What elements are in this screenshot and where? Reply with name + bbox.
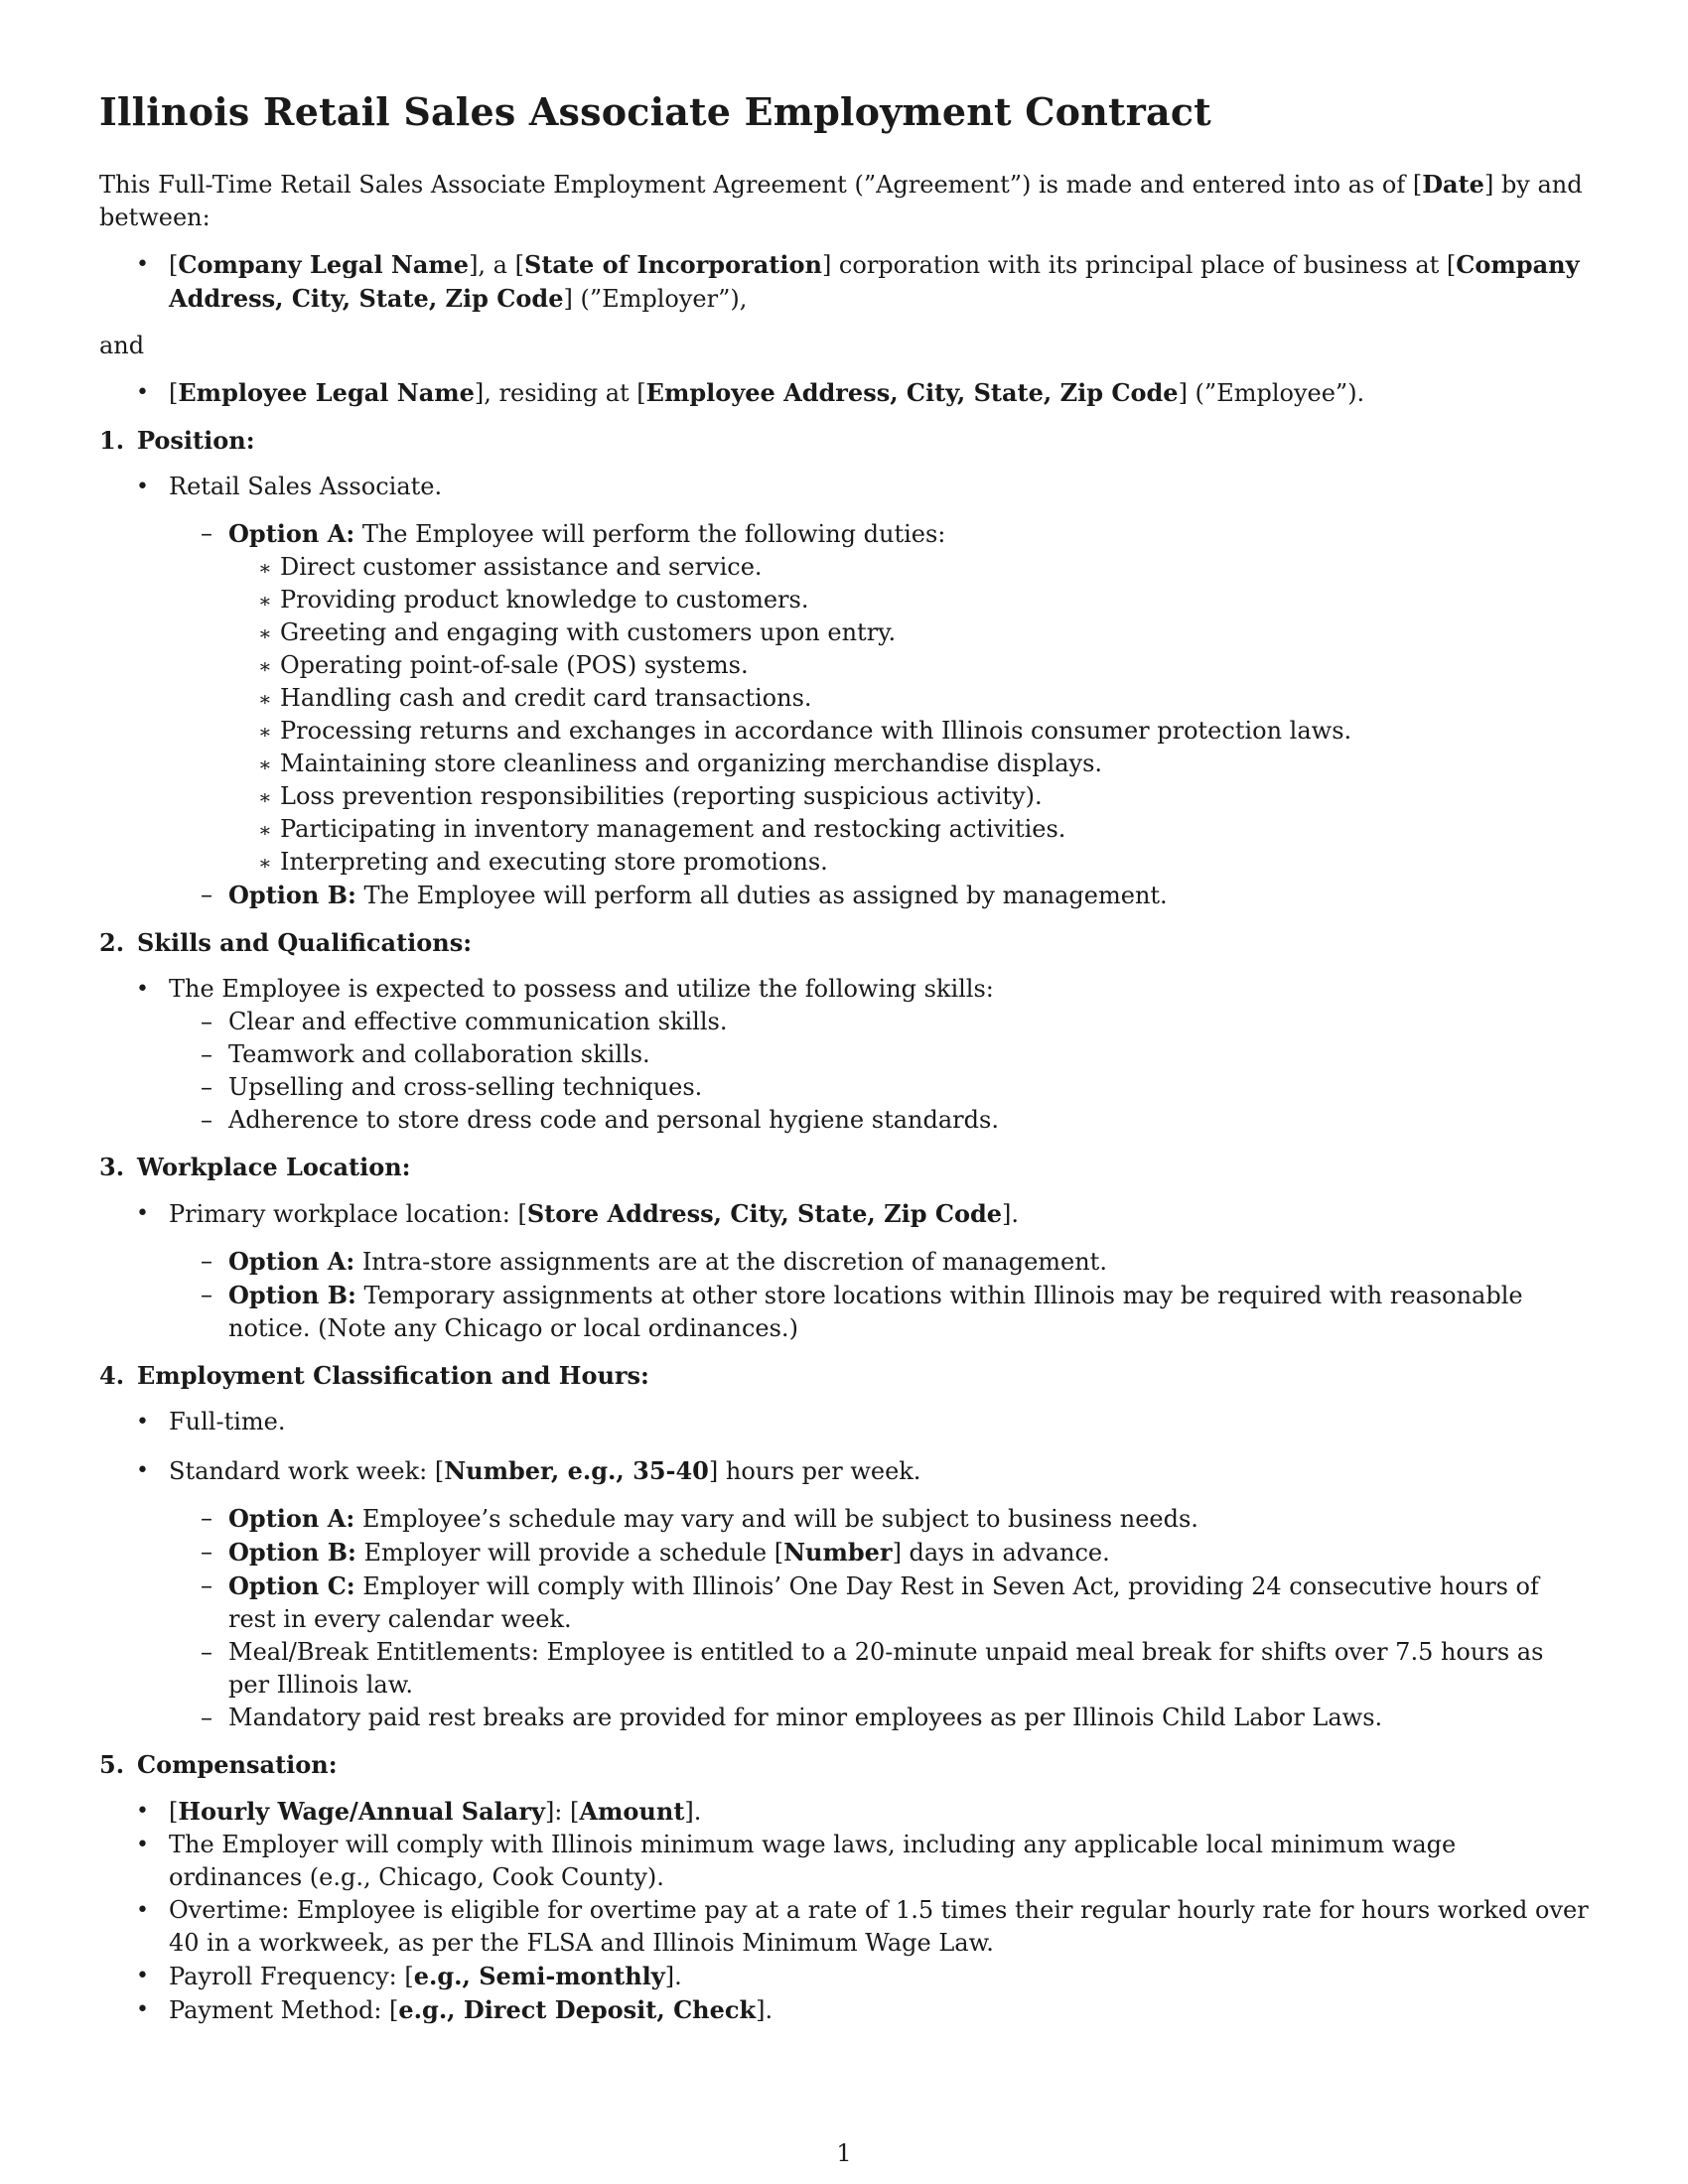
intro-paragraph: This Full-Time Retail Sales Associate Employment Agreement (”Agreement”) is made and entered into as of [Date] by and between:: [99, 170, 1583, 231]
section-heading-compensation: 5. Compensation:: [99, 1750, 338, 1779]
list-item: • Overtime: Employee is eligible for overtime pay at a rate of 1.5 times their regular hourly rate for hours worked over 40 in a workweek, as per the FLSA and Illinois Minimum Wage Law.: [99, 1894, 1589, 1960]
compensation-list: [99, 1795, 1589, 2027]
list-item: • Retail Sales Associate. – Option A: The Employee will perform the following duties: ∗ Direct customer assistance and service. ∗ Providing product knowledge to customers. ∗ Greeting and engaging with customers upon entry. ∗ Operating point-of-sale (POS) systems. ∗ Handling cash and credit card transactions. ∗ Processing returns and exchanges in accordance with Illinois consumer protection laws. ∗ Maintaining store cleanliness and organizing merchandise displays. ∗ Loss prevention responsibilities (reporting suspicious activity). ∗ Participating in inventory management and restocking activities. ∗ Interpreting and executing store promotions. – Option B: The Employee will perform all duties as assigned by management.: [99, 471, 1589, 912]
section-heading-workplace: 3. Workplace Location:: [99, 1153, 411, 1181]
option-c: – Option C: Employer will comply with Illinois’ One Day Rest in Seven Act, providing 24 consecutive hours of rest in every calendar week.: [169, 1570, 1589, 1636]
list-item: – Mandatory paid rest breaks are provided for minor employees as per Illinois Child Labor Laws.: [169, 1702, 1589, 1734]
list-item: • Payroll Frequency: [e.g., Semi-monthly].: [99, 1960, 1589, 1993]
option-b: – Option B: The Employee will perform all duties as assigned by management.: [169, 879, 1589, 912]
list-item: – Teamwork and collaboration skills.: [169, 1038, 1589, 1071]
list-item: ∗ Loss prevention responsibilities (reporting suspicious activity).: [228, 780, 1589, 813]
list-item: – Meal/Break Entitlements: Employee is entitled to a 20-minute unpaid meal break for shifts over 7.5 hours as per Illinois law.: [169, 1636, 1589, 1702]
list-item: • Full-time.: [99, 1406, 1589, 1438]
list-item: – Adherence to store dress code and personal hygiene standards.: [169, 1104, 1589, 1137]
position-list: [99, 471, 1589, 912]
list-item: ∗ Maintaining store cleanliness and organizing merchandise displays.: [228, 748, 1589, 780]
option-b: – Option B: Employer will provide a schedule [Number] days in advance.: [169, 1536, 1589, 1570]
list-item: • The Employer will comply with Illinois minimum wage laws, including any applicable local minimum wage ordinances (e.g., Chicago, Cook County).: [99, 1829, 1589, 1894]
list-item: • Primary workplace location: [Store Address, City, State, Zip Code]. – Option A: Intra-store assignments are at the discretion of management. – Option B: Temporary assignments at other store locations within Illinois may be required with reasonable notice. (Note any Chicago or local ordinances.): [99, 1197, 1589, 1345]
workplace-list: [99, 1197, 1589, 1345]
list-item: ∗ Direct customer assistance and service.: [228, 551, 1589, 584]
list-item: – Upselling and cross-selling techniques.: [169, 1071, 1589, 1104]
page-number: 1: [836, 2139, 852, 2167]
duties-list: [228, 551, 1589, 879]
list-item: ∗ Operating point-of-sale (POS) systems.: [228, 649, 1589, 682]
list-item: ∗ Interpreting and executing store promotions.: [228, 846, 1589, 879]
section-heading-classification: 4. Employment Classification and Hours:: [99, 1361, 649, 1390]
list-item: ∗ Handling cash and credit card transactions.: [228, 682, 1589, 715]
list-item: ∗ Providing product knowledge to customers.: [228, 584, 1589, 616]
skills-list: [99, 973, 1589, 1137]
section-heading-position: 1. Position:: [99, 426, 255, 455]
list-item: ∗ Greeting and engaging with customers upon entry.: [228, 616, 1589, 649]
option-a: – Option A: Intra-store assignments are at the discretion of management.: [169, 1245, 1589, 1279]
list-item: • Standard work week: [Number, e.g., 35-40] hours per week. – Option A: Employee’s schedule may vary and will be subject to business needs. – Option B: Employer will provide a schedule [Number] days in advance. – Option C: Employer will comply with Illinois’ One Day Rest in Seven Act, providing 24 consecutive hours of rest in every calendar week. – Meal/Break Entitlements: Employee is entitled to a 20-minute unpaid meal break for shifts over 7.5 hours as per Illinois law. – Mandatory paid rest breaks are provided for minor employees as per Illinois Child Labor Laws.: [99, 1454, 1589, 1734]
party-list-employee: [99, 376, 1589, 410]
option-a: – Option A: Employee’s schedule may vary and will be subject to business needs.: [169, 1502, 1589, 1536]
document-title: Illinois Retail Sales Associate Employment Contract: [99, 89, 1211, 134]
party-list-employer: [99, 248, 1589, 316]
list-item: ∗ Processing returns and exchanges in accordance with Illinois consumer protection laws.: [228, 715, 1589, 748]
date-placeholder: Date: [1422, 170, 1484, 199]
list-item: – Clear and effective communication skills.: [169, 1006, 1589, 1038]
and-text: and: [99, 332, 145, 359]
option-a: – Option A: The Employee will perform the following duties: ∗ Direct customer assistance and service. ∗ Providing product knowledge to customers. ∗ Greeting and engaging with customers upon entry. ∗ Operating point-of-sale (POS) systems. ∗ Handling cash and credit card transactions. ∗ Processing returns and exchanges in accordance with Illinois consumer protection laws. ∗ Maintaining store cleanliness and organizing merchandise displays. ∗ Loss prevention responsibilities (reporting suspicious activity). ∗ Participating in inventory management and restocking activities. ∗ Interpreting and executing store promotions.: [169, 517, 1589, 879]
list-item: • Payment Method: [e.g., Direct Deposit, Check].: [99, 1993, 1589, 2027]
document-page: [99, 89, 1589, 2027]
list-item: • [Company Legal Name], a [State of Incorporation] corporation with its principal place of business at [Company Address, City, State, Zip Code] (”Employer”),: [99, 248, 1589, 316]
list-item: • [Employee Legal Name], residing at [Employee Address, City, State, Zip Code] (”Employee”).: [99, 376, 1589, 410]
list-item: • The Employee is expected to possess and utilize the following skills: – Clear and effective communication skills. – Teamwork and collaboration skills. – Upselling and cross-selling techniques. – Adherence to store dress code and personal hygiene standards.: [99, 973, 1589, 1137]
list-item: ∗ Participating in inventory management and restocking activities.: [228, 813, 1589, 846]
section-heading-skills: 2. Skills and Qualifications:: [99, 928, 473, 957]
list-item: • [Hourly Wage/Annual Salary]: [Amount].: [99, 1795, 1589, 1829]
classification-list: [99, 1406, 1589, 1734]
option-b: – Option B: Temporary assignments at other store locations within Illinois may be required with reasonable notice. (Note any Chicago or local ordinances.): [169, 1279, 1589, 1345]
